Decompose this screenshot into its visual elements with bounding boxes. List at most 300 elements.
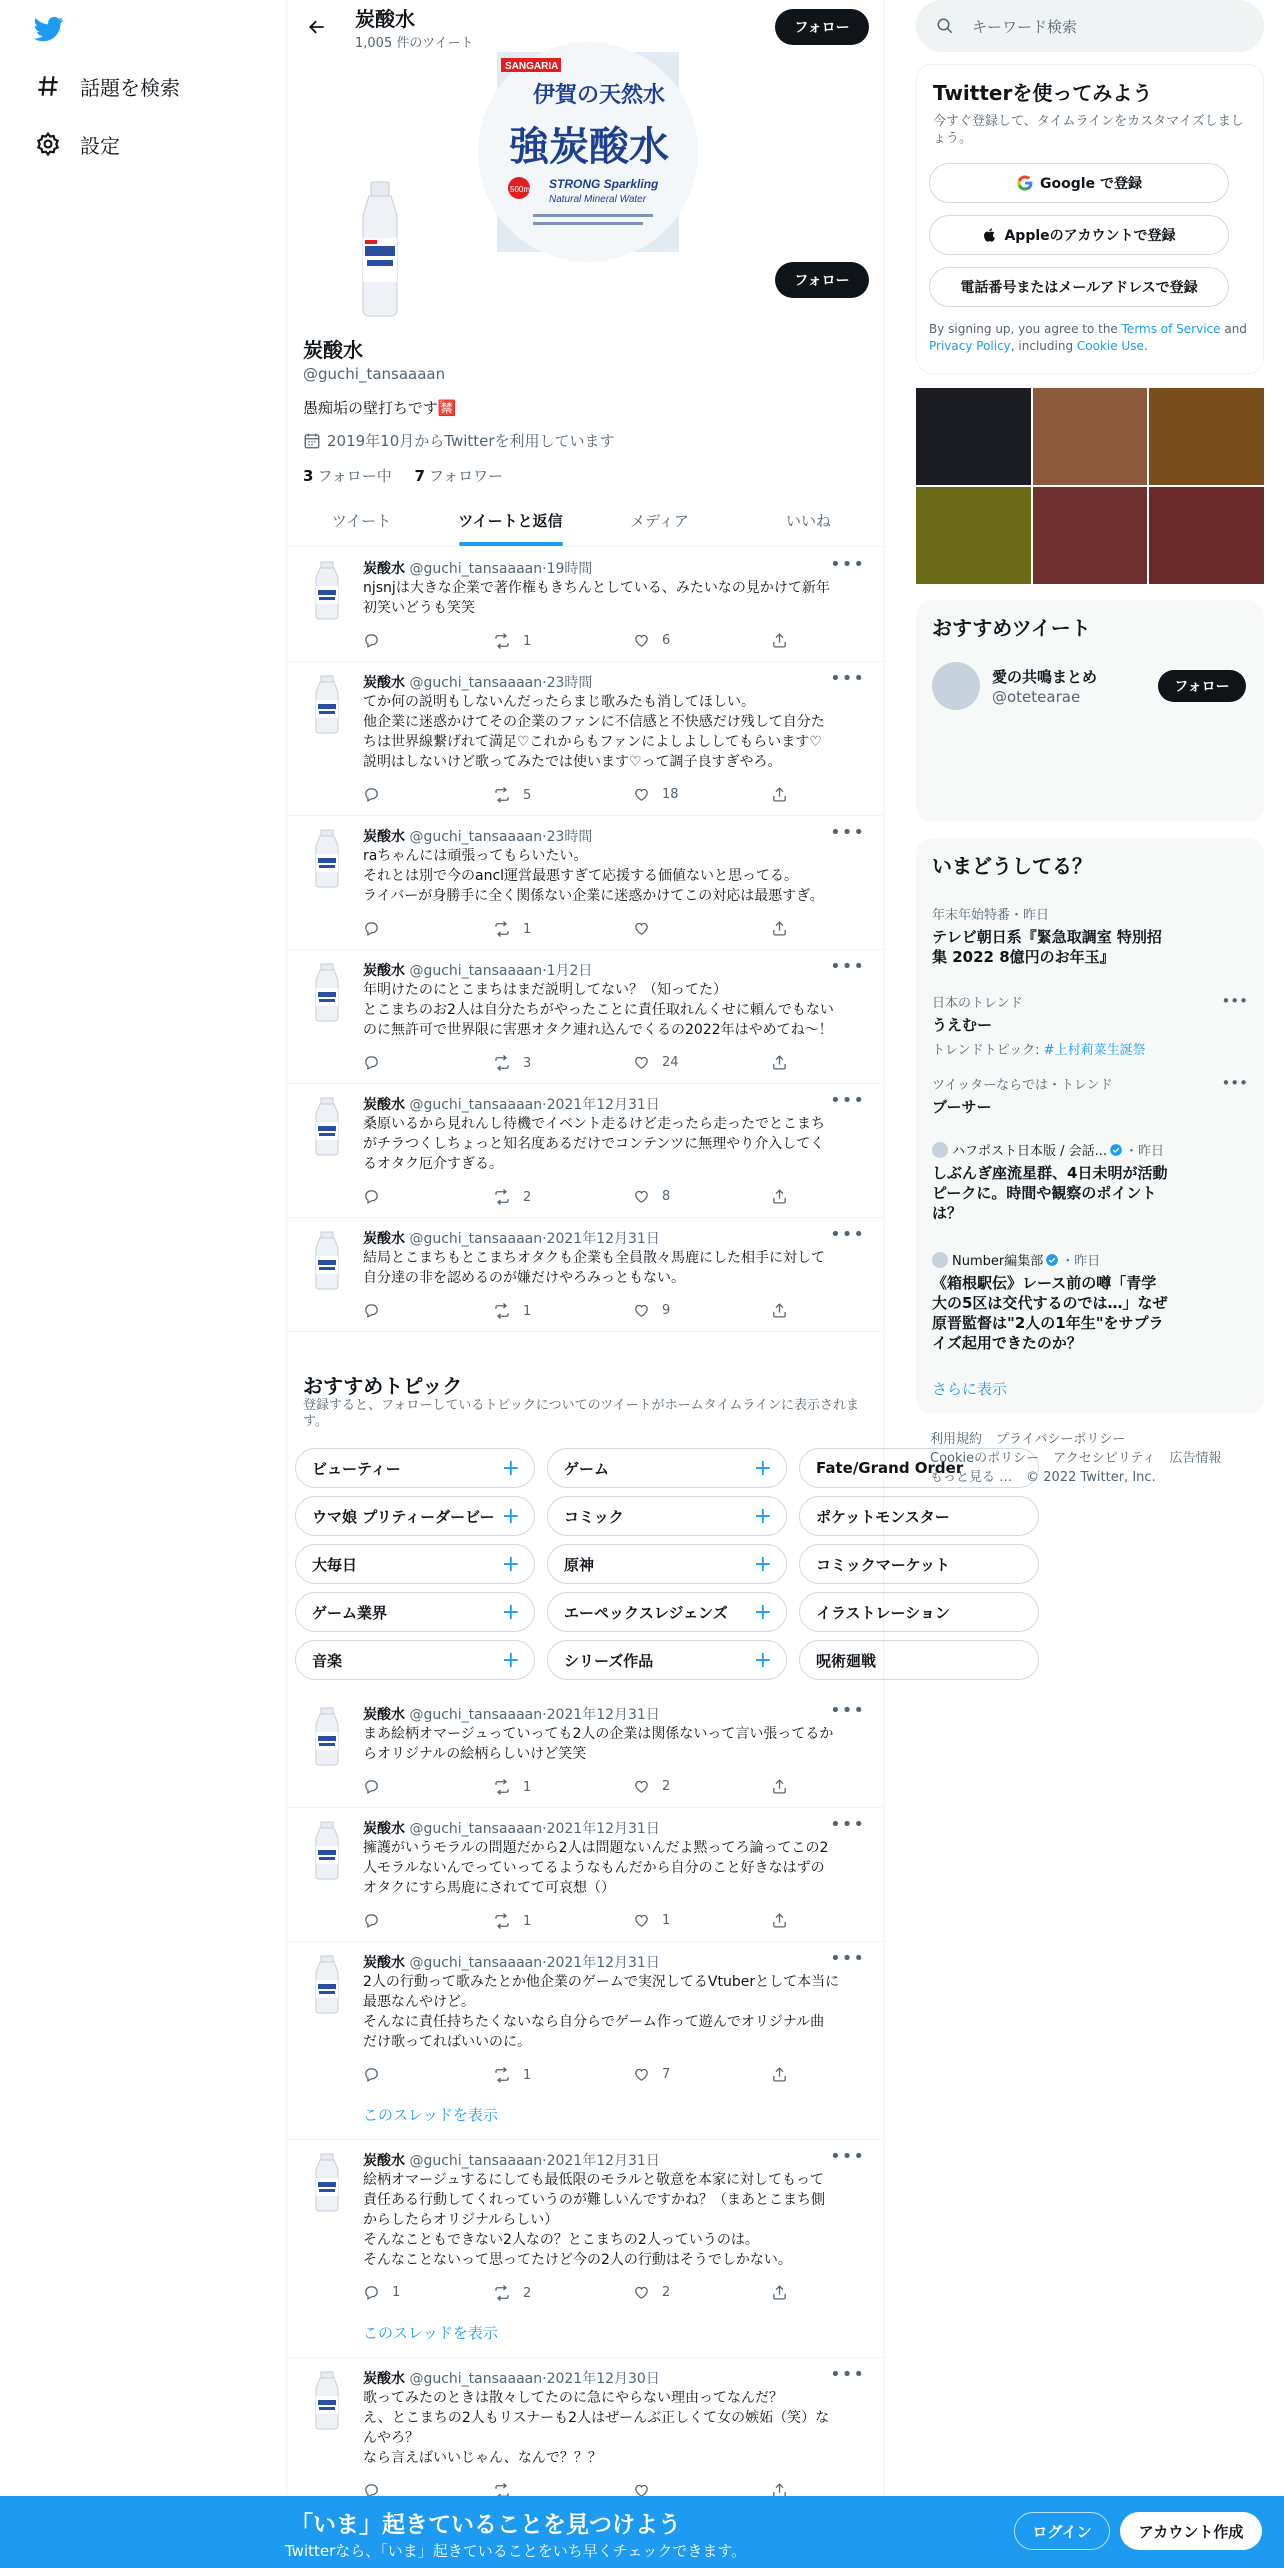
share-button[interactable] [771, 632, 800, 649]
bottom-bar-subtitle: Twitterなら、「いま」起きていることをいち早くチェックできます。 [285, 2542, 747, 2560]
tweet[interactable] [287, 1218, 883, 1332]
like-button[interactable] [633, 2284, 670, 2301]
tweet-time[interactable]: 2021年12月31日 [546, 2153, 660, 2169]
tweet-avatar[interactable] [303, 1820, 351, 1880]
cookie-link[interactable]: Cookie Use [1076, 339, 1144, 353]
more-icon[interactable]: ••• [830, 668, 865, 689]
tweet-author-name[interactable]: 炭酸水 [363, 2153, 405, 2169]
retweet-count: 1 [523, 1913, 532, 1929]
media-thumbnail[interactable] [1033, 388, 1148, 485]
nav-settings[interactable] [30, 124, 120, 164]
retweet-button[interactable] [493, 1778, 531, 1796]
tweet-actions [363, 632, 803, 652]
tweet-time[interactable]: 23時間 [546, 829, 593, 845]
reply-button[interactable] [363, 1054, 392, 1071]
tweet-time[interactable]: 19時間 [546, 561, 593, 577]
share-button[interactable] [771, 786, 800, 803]
retweet-button[interactable] [493, 2284, 531, 2302]
topic-label: Fate/Grand Order [816, 1459, 964, 1477]
more-icon[interactable]: ••• [830, 1090, 865, 1111]
trend-news-item[interactable] [932, 1250, 1248, 1353]
tweet-avatar[interactable] [303, 1954, 351, 2014]
signup-button[interactable]: アカウント作成 [1120, 2512, 1262, 2550]
tweet-author-name[interactable]: 炭酸水 [363, 1955, 405, 1971]
topic-chip[interactable] [547, 1448, 787, 1488]
tab-likes[interactable]: いいね [785, 511, 831, 530]
tweet-avatar[interactable] [303, 828, 351, 888]
more-icon[interactable]: ••• [830, 2146, 865, 2167]
tweet[interactable] [287, 2140, 883, 2358]
search-icon [936, 17, 954, 35]
show-thread-link[interactable]: このスレッドを表示 [363, 2324, 498, 2342]
trend-topic-link[interactable]: #上村莉菜生誕祭 [1043, 1043, 1146, 1058]
topic-chip[interactable] [295, 1496, 535, 1536]
like-button[interactable] [633, 786, 679, 803]
retweet-icon [493, 786, 523, 804]
google-icon [1016, 174, 1034, 192]
nav-explore-label: 話題を検索 [80, 75, 180, 100]
share-icon [771, 1054, 800, 1071]
tweet-separator: · [542, 2153, 547, 2169]
tweet-avatar[interactable] [303, 1706, 351, 1766]
share-icon [771, 2066, 800, 2083]
tweet-avatar[interactable] [303, 560, 351, 620]
reply-button[interactable] [363, 2284, 400, 2301]
tweet-text: 擁護がいうモラルの問題だから2人は問題ないんだよ黙ってろ論ってこの2 人モラルないんでっていってるようなもんだから自分のこと好きなはずの オタクにすら馬鹿にされてて可哀想（） [363, 1840, 829, 1896]
tweet-separator: · [542, 561, 547, 577]
retweet-button[interactable] [493, 920, 531, 938]
topic-label: イラストレーション [816, 1603, 950, 1622]
tweet[interactable] [287, 1084, 883, 1218]
trend-source [932, 1140, 1248, 1159]
trend-title: テレビ朝日系『緊急取調室 特別招 集 2022 8億円のお年玉』 [932, 928, 1162, 966]
media-thumbnail[interactable] [916, 388, 1031, 485]
profile-handle: @guchi_tansaaaan [303, 365, 446, 383]
tweet-header [363, 1818, 660, 1838]
retweet-count: 2 [523, 2285, 532, 2301]
tweet-author-name[interactable]: 炭酸水 [363, 1707, 405, 1723]
footer-terms[interactable]: 利用規約 [930, 1432, 983, 1447]
plus-icon[interactable]: + [753, 1599, 772, 1625]
reply-button[interactable] [363, 786, 392, 803]
more-icon[interactable]: ••• [830, 554, 865, 575]
tweet-text: 年明けたのにとこまちはまだ説明してない？（知ってた） とこまちのお2人は自分たちがやったことに責任取れんくせに頼んでもない のに無許可で世界限に害悪オタク連れ込んでくるの2022年はやめてね〜！ [363, 982, 834, 1038]
recommended-name[interactable]: 愛の共鳴まとめ [992, 668, 1098, 686]
tweet-header [363, 1228, 660, 1248]
share-icon [771, 1188, 800, 1205]
like-button[interactable] [633, 1912, 670, 1929]
footer-more[interactable]: もっと見る … [930, 1470, 1013, 1485]
tweet-actions [363, 1778, 803, 1798]
more-icon[interactable]: ••• [830, 822, 865, 843]
tweet-header [363, 672, 592, 692]
topic-label: ビューティー [312, 1459, 401, 1478]
terms-link[interactable]: Terms of Service [1121, 322, 1221, 336]
retweet-button[interactable] [493, 1302, 531, 1320]
legal-text: By signing up, you agree to the [929, 322, 1122, 336]
tweet-author-name[interactable]: 炭酸水 [363, 1097, 405, 1113]
profile-tabs [287, 494, 883, 547]
retweet-icon [493, 1302, 523, 1320]
trend-item[interactable] [932, 992, 1248, 1058]
like-count: 2 [662, 2285, 671, 2300]
topic-chip[interactable] [799, 1640, 1039, 1680]
tweet-author-name[interactable]: 炭酸水 [363, 675, 405, 691]
retweet-icon [493, 632, 523, 650]
banner-volume: 500ml [510, 185, 532, 194]
source-avatar [932, 1142, 948, 1158]
tweet[interactable] [287, 662, 883, 816]
retweet-icon [493, 2284, 523, 2302]
trend-title: 《箱根駅伝》レース前の噂「青学 大の5区は交代するのでは…」なぜ 原晋監督は"2人の1年生"をサプラ イズ起用できたのか？ [932, 1274, 1168, 1352]
footer-ads[interactable]: 広告情報 [1169, 1451, 1222, 1466]
topic-chip[interactable] [799, 1496, 1039, 1536]
recommended-follow-button[interactable]: フォロー [1158, 670, 1246, 702]
trend-category: 年末年始特番・昨日 [932, 908, 1050, 923]
signup-legal [929, 321, 1253, 355]
tweet-actions [363, 786, 803, 806]
tweet[interactable] [287, 1942, 883, 2140]
topic-chip[interactable] [799, 1544, 1039, 1584]
tweet-text: 桑原いるから見れんし待機でイベント走るけど走ったら走ったでとこまち がチラつくしちょっと知名度あるだけでコンテンツに無理やり介入してく るオタク厄介すぎる。 [363, 1116, 825, 1172]
tweet-header [363, 826, 592, 846]
tweet-author-handle: @guchi_tansaaaan [409, 2153, 543, 2169]
plus-icon[interactable]: + [501, 1647, 520, 1673]
search-input[interactable] [916, 0, 1264, 52]
share-button[interactable] [771, 1912, 800, 1929]
retweet-count: 1 [523, 1303, 532, 1319]
like-button[interactable] [633, 1778, 670, 1795]
source-avatar [932, 1252, 948, 1268]
plus-icon[interactable]: + [501, 1599, 520, 1625]
followers-count: 7 [414, 467, 425, 485]
tweet-separator: · [542, 1955, 547, 1971]
tweet-author-handle: @guchi_tansaaaan [409, 1097, 543, 1113]
more-icon[interactable]: ••• [830, 1814, 865, 1835]
trends-title: いまどうしてる？ [932, 854, 1092, 878]
retweet-icon [493, 1778, 523, 1796]
like-button[interactable] [633, 632, 670, 649]
plus-icon[interactable]: + [753, 1551, 772, 1577]
tweet-header [363, 960, 592, 980]
trend-title: しぶんぎ座流星群、4日未明が活動 ピークに。時間や観察のポイント は？ [932, 1164, 1168, 1222]
trend-title: ブーサー [932, 1098, 992, 1116]
trend-source-name: Number編集部 [952, 1254, 1044, 1269]
show-thread-link[interactable]: このスレッドを表示 [363, 2106, 498, 2124]
like-count: 8 [662, 1189, 671, 1204]
tweet-header [363, 1094, 660, 1114]
retweet-count: 1 [523, 921, 532, 937]
heart-icon [633, 2066, 662, 2083]
banner-line1: 伊賀の天然水 [533, 83, 666, 108]
retweet-button[interactable] [493, 1054, 531, 1072]
tweet-actions [363, 1188, 803, 1208]
profile-info [303, 334, 863, 486]
footer-accessibility[interactable]: アクセシビリティ [1053, 1451, 1156, 1466]
nav-settings-label: 設定 [80, 133, 120, 158]
like-count: 6 [662, 633, 671, 648]
phone-email-signup-button[interactable]: 電話番号またはメールアドレスで登録 [929, 267, 1229, 307]
google-signup-button[interactable] [929, 163, 1229, 203]
legal-period: . [1143, 339, 1148, 353]
signup-card-subtitle: 今すぐ登録して、タイムラインをカスタマイズしましょう。 [933, 114, 1244, 146]
reply-button[interactable] [363, 1912, 392, 1929]
reply-button[interactable] [363, 920, 392, 937]
topic-chip[interactable] [295, 1592, 535, 1632]
like-button[interactable] [633, 2066, 670, 2083]
tweet-author-handle: @guchi_tansaaaan [409, 2371, 543, 2387]
back-arrow-icon[interactable] [299, 9, 335, 45]
trend-item[interactable] [932, 904, 1248, 967]
tweet-text: てか何の説明もしないんだったらまじ歌みたも消してほしい。 他企業に迷惑かけてその企業のファンに不信感と不快感だけ残して自分た ちは世界線繋げれて満足♡これからもファンによしよししてもらいます♡ 説明はしないけど歌ってみたでは使います♡って調子良すぎやろ。 [363, 694, 825, 770]
following-link[interactable] [303, 467, 392, 485]
heart-icon [633, 920, 662, 937]
banner-brand: SANGARIA [505, 61, 559, 72]
tweet-author-handle: @guchi_tansaaaan [409, 675, 543, 691]
retweet-button[interactable] [493, 1188, 531, 1206]
tweet-time[interactable]: 1月2日 [546, 963, 593, 979]
profile-follow-button[interactable]: フォロー [775, 262, 869, 298]
heart-icon [633, 2284, 662, 2301]
tweet-author-handle: @guchi_tansaaaan [409, 1821, 543, 1837]
tweet-text: 絵柄オマージュするにしても最低限のモラルと敬意を本家に対してもって 責任ある行動してくれっていうのが難しいんですかね？（まあとこまち側 からしたらオリジナルらしい） そんなこともできない2人なの？とこまちの2人っていうのは。 そんなことないって思ってたけど今の2人の行動はそうでしかない。 [363, 2172, 825, 2268]
tweet-avatar[interactable] [303, 962, 351, 1022]
share-button[interactable] [771, 1054, 800, 1071]
share-button[interactable] [771, 2066, 800, 2083]
retweet-button[interactable] [493, 1912, 531, 1930]
tweet-author-name[interactable]: 炭酸水 [363, 963, 405, 979]
topic-label: 音楽 [312, 1651, 343, 1670]
topic-chip[interactable] [295, 1544, 535, 1584]
tweet-header [363, 2150, 660, 2170]
retweet-button[interactable] [493, 632, 531, 650]
reply-icon [363, 786, 392, 803]
plus-icon[interactable]: + [501, 1503, 520, 1529]
hashtag-icon [30, 68, 66, 104]
tweet[interactable] [287, 548, 883, 662]
like-button[interactable] [633, 920, 662, 937]
media-thumbnail[interactable] [1033, 487, 1148, 584]
topic-label: コミックマーケット [816, 1555, 950, 1574]
profile-joined [303, 430, 863, 451]
tweet-time[interactable]: 2021年12月31日 [546, 1707, 660, 1723]
tweet-avatar[interactable] [303, 2370, 351, 2430]
profile-avatar[interactable] [349, 180, 411, 320]
reply-icon [363, 2066, 392, 2083]
reply-icon [363, 1912, 392, 1929]
retweet-count: 1 [523, 633, 532, 649]
left-nav [0, 0, 286, 2568]
tweet-header [363, 1704, 660, 1724]
verified-icon [1109, 1143, 1123, 1157]
reply-icon [363, 1188, 392, 1205]
tweet-time[interactable]: 2021年12月31日 [546, 1955, 660, 1971]
share-icon [771, 2284, 800, 2301]
retweet-button[interactable] [493, 2066, 531, 2084]
more-icon[interactable]: ••• [830, 956, 865, 977]
share-button[interactable] [771, 1778, 800, 1795]
trend-source [932, 1250, 1248, 1269]
tweet-avatar[interactable] [303, 1096, 351, 1156]
tweet-text: raちゃんには頑張ってもらいたい。 それとは別で今のancl運営最悪すぎて応援する価値ないと思ってる。 ライバーが身勝手に全く関係ない企業に迷惑かけてこの対応は最悪すぎ。 [363, 848, 824, 904]
tweet-separator: · [542, 963, 547, 979]
tweet-author-name[interactable]: 炭酸水 [363, 2371, 405, 2387]
share-button[interactable] [771, 1188, 800, 1205]
tweet[interactable] [287, 950, 883, 1084]
more-icon[interactable]: ••• [830, 1700, 865, 1721]
reply-button[interactable] [363, 2066, 392, 2083]
retweet-icon [493, 1912, 523, 1930]
tweet-time[interactable]: 2021年12月31日 [546, 1821, 660, 1837]
like-button[interactable] [633, 1302, 670, 1319]
reply-icon [363, 1302, 392, 1319]
trends-show-more-link[interactable]: さらに表示 [932, 1380, 1008, 1398]
trend-source-name: ハフポスト日本版 / 会話... [952, 1144, 1108, 1159]
media-thumbnail[interactable] [916, 487, 1031, 584]
trend-item[interactable] [932, 1074, 1248, 1117]
tweet[interactable] [287, 2358, 883, 2512]
retweet-button[interactable] [493, 786, 531, 804]
signup-card-title: Twitterを使ってみよう [933, 81, 1153, 105]
like-count: 2 [662, 1779, 671, 1794]
more-icon[interactable]: ••• [830, 2364, 865, 2385]
retweet-icon [493, 1054, 523, 1072]
more-icon[interactable]: ••• [1221, 1074, 1248, 1092]
tweet-author-handle: @guchi_tansaaaan [409, 1955, 543, 1971]
followers-label: フォロワー [428, 467, 504, 485]
tweet[interactable] [287, 816, 883, 950]
reply-button[interactable] [363, 1302, 392, 1319]
topic-chip[interactable] [295, 1448, 535, 1488]
tab-media[interactable]: メディア [630, 511, 689, 530]
legal-and: and [1220, 322, 1247, 336]
reply-button[interactable] [363, 1778, 392, 1795]
tweet-actions [363, 2066, 803, 2086]
privacy-link[interactable]: Privacy Policy [929, 339, 1011, 353]
share-button[interactable] [771, 920, 800, 937]
trend-news-item[interactable] [932, 1140, 1248, 1223]
banner-line3: STRONG Sparkling [549, 177, 659, 191]
nav-explore[interactable] [30, 66, 180, 106]
login-button[interactable]: ログイン [1014, 2512, 1110, 2550]
like-count: 24 [662, 1055, 679, 1070]
profile-banner[interactable] [497, 52, 679, 252]
media-thumbnail[interactable] [1149, 487, 1264, 584]
topics-title: おすすめトピック [303, 1374, 463, 1398]
topic-chip[interactable] [547, 1544, 787, 1584]
share-icon [771, 632, 800, 649]
twitter-logo-icon[interactable] [34, 14, 64, 44]
topic-label: エーペックスレジェンズ [564, 1603, 728, 1622]
apple-signup-button[interactable] [929, 215, 1229, 255]
recommended-title: おすすめツイート [932, 616, 1091, 640]
retweet-count: 1 [523, 1779, 532, 1795]
tweet-time[interactable]: 2021年12月31日 [546, 1231, 660, 1247]
retweet-count: 5 [523, 787, 532, 803]
tweet-time[interactable]: 2021年12月31日 [546, 1097, 660, 1113]
like-count: 1 [662, 1913, 671, 1928]
tweet-author-handle: @guchi_tansaaaan [409, 1231, 543, 1247]
more-icon[interactable]: ••• [1221, 992, 1248, 1010]
share-icon [771, 1912, 800, 1929]
tweet-header [363, 1952, 660, 1972]
tweet-avatar[interactable] [303, 1230, 351, 1290]
google-signup-label: Google で登録 [1040, 176, 1142, 192]
topic-chip[interactable] [547, 1640, 787, 1680]
heart-icon [633, 1912, 662, 1929]
plus-icon[interactable]: + [753, 1647, 772, 1673]
media-grid [916, 388, 1264, 584]
tweet-author-name[interactable]: 炭酸水 [363, 829, 405, 845]
topic-chip[interactable] [799, 1592, 1039, 1632]
topic-chip[interactable] [547, 1496, 787, 1536]
footer-privacy[interactable]: プライバシーポリシー [996, 1432, 1126, 1447]
tab-tweets-and-replies[interactable]: ツイートと返信 [436, 494, 585, 546]
share-icon [771, 920, 800, 937]
heart-icon [633, 786, 662, 803]
footer-cookie[interactable]: Cookieのポリシー [930, 1451, 1040, 1466]
share-icon [771, 1778, 800, 1795]
tweet-time[interactable]: 23時間 [546, 675, 593, 691]
footer-copyright: © 2022 Twitter, Inc. [1026, 1470, 1156, 1485]
reply-button[interactable] [363, 632, 392, 649]
topic-chip[interactable] [547, 1592, 787, 1632]
tweet-avatar[interactable] [303, 674, 351, 734]
topic-label: 呪術廻戦 [816, 1651, 877, 1670]
tweet-text: 2人の行動って歌みたとか他企業のゲームで実況してるVtuberとして本当に 最悪なんやけど。 そんなに責任持ちたくないなら自分らでゲーム作って遊んでオリジナル曲 だけ歌ってればいいのに。 [363, 1974, 840, 2050]
trend-title: うえむー [932, 1016, 993, 1034]
plus-icon[interactable]: + [753, 1455, 772, 1481]
topic-label: ゲーム業界 [312, 1603, 388, 1622]
trend-topic [932, 1039, 1248, 1058]
trend-topic-label: トレンドトピック: [932, 1043, 1044, 1058]
tweet-separator: · [542, 829, 547, 845]
tweet-text: njsnjは大きな企業で著作権もきちんとしている、みたいなの見かけて新年 初笑いどうも笑笑 [363, 580, 830, 616]
followers-link[interactable] [414, 467, 503, 485]
media-thumbnail[interactable] [1149, 388, 1264, 485]
reply-button[interactable] [363, 1188, 392, 1205]
tweet[interactable] [287, 1694, 883, 1808]
recommended-avatar[interactable] [932, 662, 980, 710]
tweet-author-handle: @guchi_tansaaaan [409, 1707, 543, 1723]
plus-icon[interactable]: + [753, 1503, 772, 1529]
like-button[interactable] [633, 1054, 679, 1071]
tweet[interactable] [287, 1808, 883, 1942]
signup-card [916, 64, 1264, 374]
tweet-author-name[interactable]: 炭酸水 [363, 1231, 405, 1247]
share-button[interactable] [771, 2284, 800, 2301]
tab-tweets[interactable]: ツイート [331, 511, 392, 530]
more-icon[interactable]: ••• [830, 1948, 865, 1969]
header-follow-button[interactable]: フォロー [775, 9, 869, 45]
heart-icon [633, 1188, 662, 1205]
more-icon[interactable]: ••• [830, 1224, 865, 1245]
tweet-avatar[interactable] [303, 2152, 351, 2212]
search-placeholder: キーワード検索 [972, 17, 1078, 36]
tweet-actions [363, 920, 803, 940]
like-button[interactable] [633, 1188, 670, 1205]
like-count: 9 [662, 1303, 671, 1318]
share-button[interactable] [771, 1302, 800, 1319]
tweet-author-name[interactable]: 炭酸水 [363, 1821, 405, 1837]
retweet-icon [493, 920, 523, 938]
retweet-count: 1 [523, 2067, 532, 2083]
plus-icon[interactable]: + [501, 1551, 520, 1577]
tweet-author-name[interactable]: 炭酸水 [363, 561, 405, 577]
tweet-time[interactable]: 2021年12月30日 [546, 2371, 660, 2387]
plus-icon[interactable]: + [501, 1455, 520, 1481]
topic-chip[interactable] [295, 1640, 535, 1680]
